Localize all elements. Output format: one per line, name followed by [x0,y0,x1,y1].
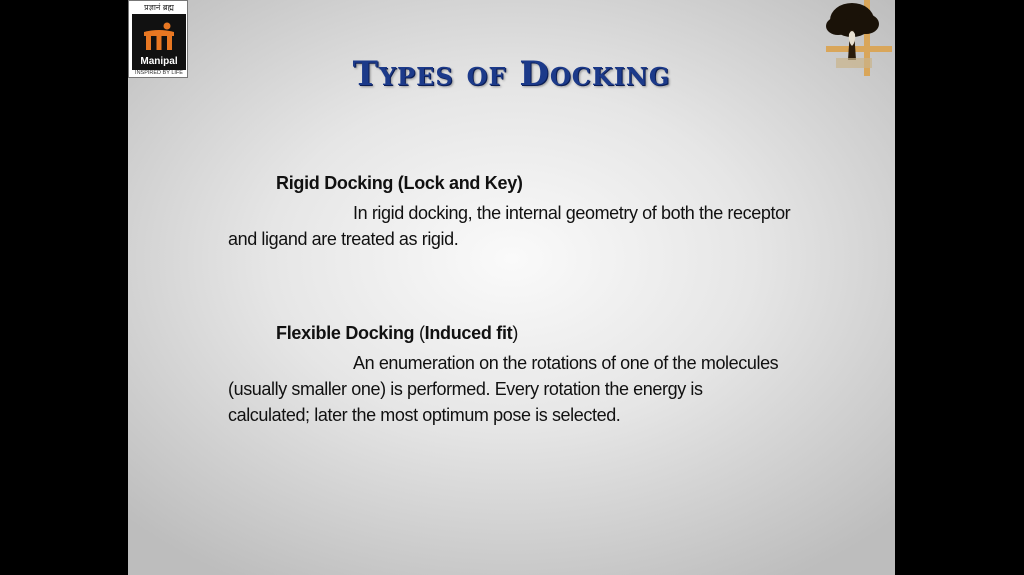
flexible-heading-close-paren: ) [512,323,519,343]
logo-tagline: INSPIRED BY LIFE [135,70,183,76]
flexible-line-2: (usually smaller one) is performed. Every rotation the energy is [228,379,703,399]
slide-title: Types of Docking [352,54,671,94]
logo-hindi-text: प्रज्ञानं ब्रह्म [144,3,174,12]
flexible-line-1: An enumeration on the rotations of one of the molecules [353,353,779,373]
flexible-heading-open-paren: ( [418,323,425,343]
logo-name: Manipal [140,56,178,67]
rigid-line-1: In rigid docking, the internal geometry of both the receptor [353,203,791,223]
slide [128,0,895,575]
rigid-line-2: and ligand are treated as rigid. [228,229,459,249]
rigid-docking-text [228,200,828,252]
flexible-heading-induced-fit: Induced fit [424,323,513,343]
slide-content [228,170,828,428]
flexible-docking-text [228,350,828,428]
flexible-heading-main: Flexible Docking [276,323,419,343]
rigid-docking-heading: Rigid Docking (Lock and Key) [276,173,523,193]
flexible-line-3: calculated; later the most optimum pose is selected. [228,405,621,425]
flexible-docking-heading [276,320,828,346]
manipal-mark-icon [141,22,177,52]
